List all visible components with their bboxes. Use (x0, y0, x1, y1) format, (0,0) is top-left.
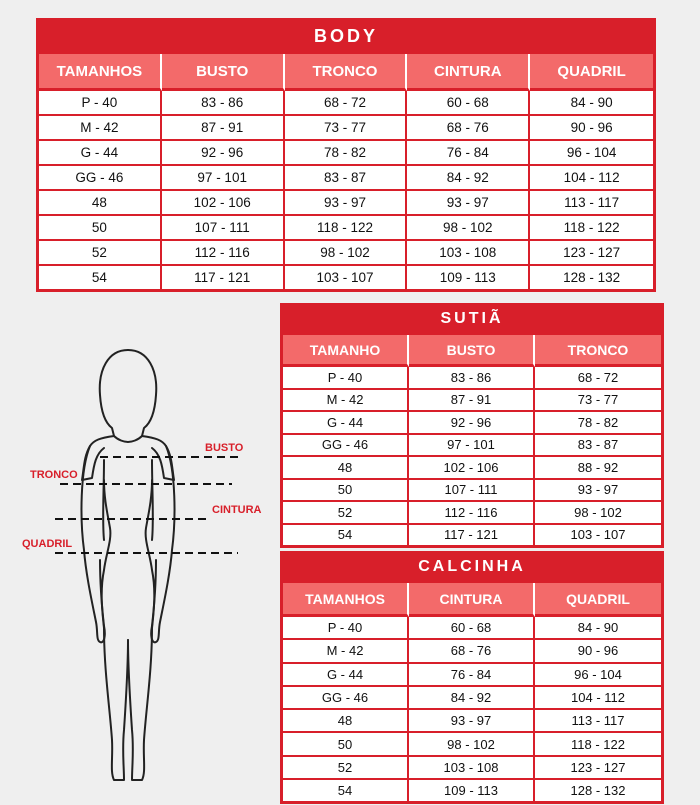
table-row (39, 141, 653, 166)
sutia-table-grid (283, 335, 661, 545)
col-tamanho-header: TAMANHO (283, 335, 409, 367)
table-cell: 103 - 108 (409, 757, 535, 780)
table-row (283, 412, 661, 435)
table-cell: 92 - 96 (409, 412, 535, 435)
table-cell: 73 - 77 (285, 116, 408, 141)
table-row (39, 166, 653, 191)
table-cell: G - 44 (283, 412, 409, 435)
calcinha-table-grid (283, 583, 661, 801)
table-cell: P - 40 (283, 367, 409, 390)
table-cell: 97 - 101 (409, 435, 535, 458)
table-cell: 104 - 112 (530, 166, 653, 191)
table-cell: 87 - 91 (409, 390, 535, 413)
table-cell: 52 (283, 502, 409, 525)
table-cell: 96 - 104 (535, 664, 661, 687)
table-cell: 90 - 96 (535, 640, 661, 663)
table-cell: 50 (283, 480, 409, 503)
table-row (283, 525, 661, 546)
calcinha-table-header-row (283, 583, 661, 617)
table-cell: 93 - 97 (285, 191, 408, 216)
calcinha-table-body (283, 617, 661, 801)
table-cell: 98 - 102 (409, 733, 535, 756)
col-quadril-header: QUADRIL (535, 583, 661, 617)
table-cell: 68 - 72 (535, 367, 661, 390)
table-cell: G - 44 (283, 664, 409, 687)
body-table-body (39, 91, 653, 289)
col-tronco-header: TRONCO (535, 335, 661, 367)
col-cintura-header: CINTURA (407, 54, 530, 91)
body-table-grid (39, 54, 653, 289)
table-cell: M - 42 (39, 116, 162, 141)
table-cell: 84 - 90 (530, 91, 653, 116)
table-cell: 123 - 127 (535, 757, 661, 780)
table-cell: 98 - 102 (285, 241, 408, 266)
table-row (39, 116, 653, 141)
table-cell: 107 - 111 (162, 216, 285, 241)
table-cell: 109 - 113 (409, 780, 535, 801)
table-cell: 117 - 121 (409, 525, 535, 546)
table-cell: 102 - 106 (409, 457, 535, 480)
table-row (283, 710, 661, 733)
table-cell: G - 44 (39, 141, 162, 166)
table-cell: 96 - 104 (530, 141, 653, 166)
sutia-table-title: SUTIÃ (440, 310, 504, 327)
table-cell: 84 - 90 (535, 617, 661, 640)
table-cell: 113 - 117 (535, 710, 661, 733)
body-measurement-figure (0, 340, 280, 800)
calcinha-table-title: CALCINHA (418, 558, 526, 575)
table-row (283, 367, 661, 390)
table-row (283, 457, 661, 480)
table-row (39, 216, 653, 241)
table-cell: 54 (283, 525, 409, 546)
table-cell: 54 (283, 780, 409, 801)
table-cell: 93 - 97 (535, 480, 661, 503)
body-size-table (36, 18, 656, 292)
table-cell: 68 - 76 (409, 640, 535, 663)
table-cell: 113 - 117 (530, 191, 653, 216)
table-cell: 48 (39, 191, 162, 216)
table-row (39, 191, 653, 216)
table-cell: GG - 46 (283, 435, 409, 458)
table-cell: 83 - 86 (409, 367, 535, 390)
table-row (283, 435, 661, 458)
col-cintura-header: CINTURA (409, 583, 535, 617)
table-cell: 68 - 76 (407, 116, 530, 141)
body-silhouette-icon (0, 340, 280, 800)
col-busto-header: BUSTO (162, 54, 285, 91)
table-row (283, 617, 661, 640)
table-cell: 102 - 106 (162, 191, 285, 216)
col-busto-header: BUSTO (409, 335, 535, 367)
cintura-label: CINTURA (212, 504, 262, 516)
table-cell: 112 - 116 (162, 241, 285, 266)
table-cell: 83 - 86 (162, 91, 285, 116)
table-cell: 103 - 108 (407, 241, 530, 266)
table-cell: 118 - 122 (285, 216, 408, 241)
table-cell: 103 - 107 (285, 266, 408, 289)
table-row (39, 91, 653, 116)
table-cell: 98 - 102 (535, 502, 661, 525)
table-cell: 50 (283, 733, 409, 756)
tronco-label: TRONCO (30, 469, 78, 481)
table-cell: 73 - 77 (535, 390, 661, 413)
table-cell: 76 - 84 (407, 141, 530, 166)
table-cell: 112 - 116 (409, 502, 535, 525)
table-row (283, 502, 661, 525)
table-cell: 60 - 68 (407, 91, 530, 116)
table-cell: 128 - 132 (530, 266, 653, 289)
busto-label: BUSTO (205, 442, 244, 454)
col-tamanhos-header: TAMANHOS (283, 583, 409, 617)
sutia-table-header-row (283, 335, 661, 367)
quadril-label: QUADRIL (22, 538, 73, 550)
table-cell: 128 - 132 (535, 780, 661, 801)
calcinha-size-table (280, 551, 664, 804)
sutia-size-table (280, 303, 664, 548)
sutia-table-body (283, 367, 661, 545)
table-cell: 118 - 122 (530, 216, 653, 241)
table-cell: 92 - 96 (162, 141, 285, 166)
table-row (39, 241, 653, 266)
table-cell: GG - 46 (39, 166, 162, 191)
body-table-header-row (39, 54, 653, 91)
table-cell: 78 - 82 (535, 412, 661, 435)
table-row (283, 757, 661, 780)
table-cell: 60 - 68 (409, 617, 535, 640)
table-row (283, 664, 661, 687)
table-row (39, 266, 653, 289)
table-cell: 93 - 97 (407, 191, 530, 216)
table-cell: 84 - 92 (407, 166, 530, 191)
table-cell: 97 - 101 (162, 166, 285, 191)
col-tronco-header: TRONCO (285, 54, 408, 91)
table-cell: 123 - 127 (530, 241, 653, 266)
table-row (283, 480, 661, 503)
table-cell: 78 - 82 (285, 141, 408, 166)
table-cell: P - 40 (39, 91, 162, 116)
table-cell: M - 42 (283, 390, 409, 413)
body-table-title: BODY (313, 25, 378, 46)
table-cell: 104 - 112 (535, 687, 661, 710)
table-row (283, 640, 661, 663)
table-cell: 84 - 92 (409, 687, 535, 710)
table-cell: 98 - 102 (407, 216, 530, 241)
table-cell: 76 - 84 (409, 664, 535, 687)
table-row (283, 780, 661, 801)
table-row (283, 687, 661, 710)
table-cell: 107 - 111 (409, 480, 535, 503)
table-cell: 88 - 92 (535, 457, 661, 480)
table-cell: 52 (283, 757, 409, 780)
table-row (283, 733, 661, 756)
table-cell: 87 - 91 (162, 116, 285, 141)
table-cell: 117 - 121 (162, 266, 285, 289)
table-cell: 48 (283, 710, 409, 733)
col-tamanhos-header: TAMANHOS (39, 54, 162, 91)
table-cell: 118 - 122 (535, 733, 661, 756)
table-cell: 103 - 107 (535, 525, 661, 546)
table-row (283, 390, 661, 413)
table-cell: 93 - 97 (409, 710, 535, 733)
table-cell: 83 - 87 (285, 166, 408, 191)
table-cell: 52 (39, 241, 162, 266)
table-cell: GG - 46 (283, 687, 409, 710)
table-cell: M - 42 (283, 640, 409, 663)
table-cell: 68 - 72 (285, 91, 408, 116)
table-cell: 109 - 113 (407, 266, 530, 289)
table-cell: P - 40 (283, 617, 409, 640)
col-quadril-header: QUADRIL (530, 54, 653, 91)
table-cell: 48 (283, 457, 409, 480)
table-cell: 50 (39, 216, 162, 241)
table-cell: 54 (39, 266, 162, 289)
table-cell: 83 - 87 (535, 435, 661, 458)
table-cell: 90 - 96 (530, 116, 653, 141)
